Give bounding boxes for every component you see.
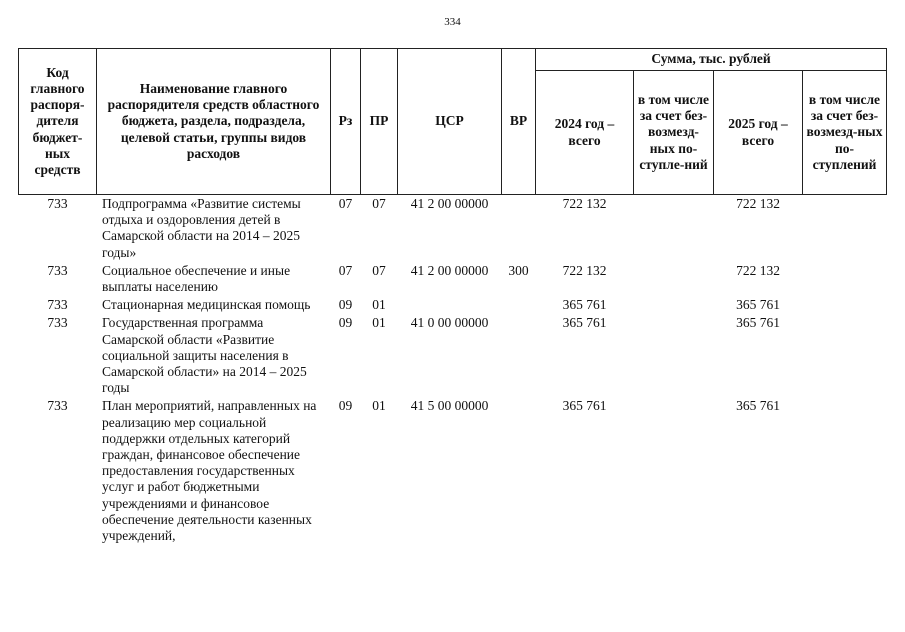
- budget-table: [18, 48, 887, 545]
- page-number: 334: [444, 16, 461, 28]
- header-name: Наименование главного распорядителя средств областного бюджета, раздела, подраздела, целевой статьи, группы видов расходов: [97, 49, 331, 195]
- row-name: Стационарная медицинская помощь: [102, 297, 311, 313]
- row-name: План мероприятий, направленных на реализацию мер социальной поддержки отдельных категорий граждан, финансовое обеспечение предоставления государственных услуг и работ бюджетными учреждениями и финансовое обеспечение деятельности казенных учреждений,: [102, 398, 317, 544]
- row-2024-free: [634, 314, 714, 397]
- row-rz: 07: [338, 196, 353, 211]
- table-row: [19, 195, 887, 262]
- row-pr: 07: [372, 196, 386, 211]
- row-2025-free: [803, 296, 887, 314]
- row-2025-total: 722 132: [736, 262, 780, 278]
- header-2024-total: 2024 год – всего: [536, 71, 634, 195]
- row-code: 733: [47, 196, 68, 211]
- row-rz: 09: [338, 315, 353, 331]
- row-vr: [502, 195, 536, 262]
- row-code: 733: [47, 262, 68, 278]
- row-2024-total: 365 761: [562, 398, 607, 414]
- header-sum: Сумма, тыс. рублей: [536, 49, 887, 71]
- row-2025-free: [803, 397, 887, 545]
- row-2024-free: [634, 296, 714, 314]
- row-pr: 01: [372, 398, 386, 414]
- row-name: Социальное обеспечение и иные выплаты населению: [102, 262, 291, 295]
- row-2025-free: [803, 262, 887, 296]
- row-code: 733: [47, 297, 68, 313]
- row-2024-free: [634, 195, 714, 262]
- row-pr: 01: [372, 315, 386, 331]
- row-vr: [502, 296, 536, 314]
- row-csr: 41 2 00 00000: [410, 196, 489, 211]
- header-2025-free: в том числе за счет без-возмезд-ных по-ступлений: [803, 71, 887, 195]
- row-csr: 41 0 00 00000: [410, 315, 489, 331]
- row-rz: 09: [338, 398, 353, 414]
- row-2024-total: 722 132: [562, 196, 607, 211]
- row-vr: 300: [508, 262, 529, 278]
- header-csr: ЦСР: [398, 49, 502, 195]
- row-2025-total: 722 132: [736, 196, 780, 211]
- row-rz: 09: [338, 297, 353, 313]
- table-row: [19, 296, 887, 314]
- row-2024-total: 365 761: [562, 315, 607, 331]
- row-vr: [502, 397, 536, 545]
- row-2024-total: 365 761: [562, 297, 607, 313]
- header-vr: ВР: [502, 49, 536, 195]
- header-code: Код главного распоря-дителя бюджет-ных средств: [19, 49, 97, 195]
- row-vr: [502, 314, 536, 397]
- row-pr: 01: [372, 297, 386, 313]
- row-code: 733: [47, 398, 68, 414]
- header-2024-free: в том числе за счет без-возмезд-ных по-ступле-ний: [634, 71, 714, 195]
- row-code: 733: [47, 315, 68, 331]
- row-2024-total: 722 132: [562, 262, 607, 278]
- table-row: [19, 262, 887, 296]
- table-row: [19, 314, 887, 397]
- row-2025-total: 365 761: [736, 398, 780, 414]
- row-2025-total: 365 761: [736, 315, 780, 331]
- header-pr: ПР: [361, 49, 398, 195]
- row-name: Подпрограмма «Развитие системы отдыха и оздоровления детей в Самарской области на 2014 – 2025 годы»: [102, 196, 301, 260]
- row-2024-free: [634, 397, 714, 545]
- row-2025-total: 365 761: [736, 297, 780, 313]
- row-csr: 41 5 00 00000: [410, 398, 489, 414]
- header-rz: Рз: [331, 49, 361, 195]
- row-rz: 07: [338, 262, 353, 278]
- row-csr: [398, 296, 502, 314]
- row-pr: 07: [372, 262, 386, 278]
- row-2025-free: [803, 195, 887, 262]
- row-name: Государственная программа Самарской области «Развитие социальной защиты населения в Самарской области» на 2014 – 2025 годы: [102, 315, 307, 396]
- table-row: [19, 397, 887, 545]
- row-csr: 41 2 00 00000: [410, 262, 489, 278]
- header-2025-total: 2025 год – всего: [714, 71, 803, 195]
- row-2024-free: [634, 262, 714, 296]
- row-2025-free: [803, 314, 887, 397]
